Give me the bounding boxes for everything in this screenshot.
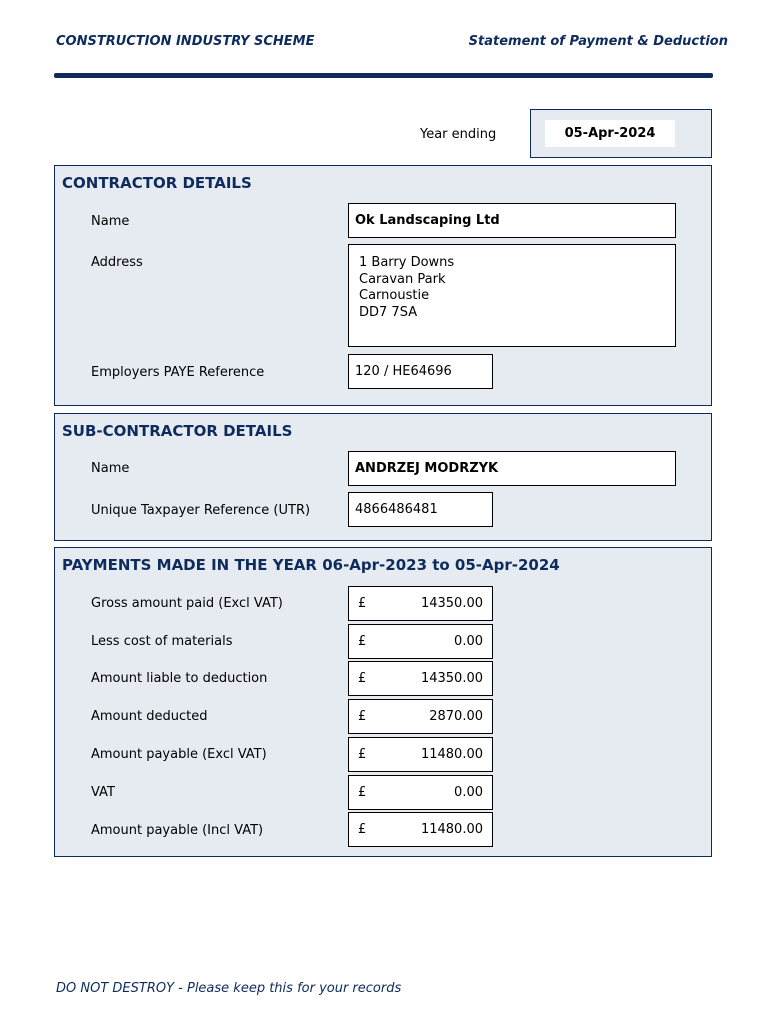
payment-amount-field	[348, 737, 493, 772]
retention-note: DO NOT DESTROY - Please keep this for your records	[56, 981, 402, 996]
payment-amount-field	[348, 624, 493, 659]
contractor-name-field: Ok Landscaping Ltd	[348, 203, 676, 238]
address-line: DD7 7SA	[359, 304, 418, 320]
payment-row-label: VAT	[91, 785, 115, 800]
currency-symbol: £	[358, 709, 367, 724]
subcontractor-name-field: ANDRZEJ MODRZYK	[348, 451, 676, 486]
payment-row-label: Amount payable (Excl VAT)	[91, 747, 267, 762]
payment-amount: 11480.00	[420, 747, 483, 762]
contractor-details-title: CONTRACTOR DETAILS	[62, 174, 252, 192]
payment-amount-field	[348, 661, 493, 696]
currency-symbol: £	[358, 785, 367, 800]
address-line: Carnoustie	[359, 288, 430, 303]
payment-amount: 0.00	[454, 634, 483, 649]
payment-row-label: Less cost of materials	[91, 634, 233, 649]
subcontractor-name-label: Name	[91, 461, 130, 476]
contractor-details-panel	[54, 165, 712, 406]
contractor-address-field	[348, 244, 676, 347]
payment-amount: 14350.00	[420, 596, 483, 611]
currency-symbol: £	[358, 634, 367, 649]
payment-amount: 11480.00	[420, 822, 483, 837]
subcontractor-details-panel	[54, 413, 712, 541]
paye-reference-label: Employers PAYE Reference	[91, 365, 265, 380]
year-ending-label: Year ending	[420, 127, 497, 142]
payment-amount: 14350.00	[420, 671, 483, 686]
payment-amount: 0.00	[454, 785, 483, 800]
header-divider	[54, 73, 713, 78]
address-line: Caravan Park	[359, 271, 446, 287]
currency-symbol: £	[358, 596, 367, 611]
year-ending-box	[530, 109, 712, 158]
contractor-name-label: Name	[91, 214, 130, 229]
payment-row-label: Amount payable (Incl VAT)	[91, 823, 264, 838]
year-ending-value: 05-Apr-2024	[545, 120, 675, 147]
payments-panel	[54, 547, 712, 857]
statement-title: Statement of Payment & Deduction	[468, 34, 728, 49]
contractor-address-label: Address	[91, 255, 143, 270]
payment-amount-field	[348, 699, 493, 734]
payment-amount-field	[348, 775, 493, 810]
payment-amount: 2870.00	[429, 709, 483, 724]
currency-symbol: £	[358, 822, 367, 837]
utr-label: Unique Taxpayer Reference (UTR)	[91, 503, 311, 518]
paye-reference-field: 120 / HE64696	[348, 354, 493, 389]
payment-amount-field	[348, 586, 493, 621]
address-line: 1 Barry Downs	[359, 255, 455, 270]
payments-title: PAYMENTS MADE IN THE YEAR 06-Apr-2023 to 05-Apr-2024	[62, 556, 560, 574]
currency-symbol: £	[358, 747, 367, 762]
payment-row-label: Gross amount paid (Excl VAT)	[91, 596, 283, 611]
payment-row-label: Amount deducted	[91, 709, 208, 724]
currency-symbol: £	[358, 671, 367, 686]
payment-row-label: Amount liable to deduction	[91, 671, 268, 686]
payment-amount-field	[348, 812, 493, 847]
utr-field: 4866486481	[348, 492, 493, 527]
subcontractor-details-title: SUB-CONTRACTOR DETAILS	[62, 422, 293, 440]
scheme-title: CONSTRUCTION INDUSTRY SCHEME	[56, 34, 315, 49]
